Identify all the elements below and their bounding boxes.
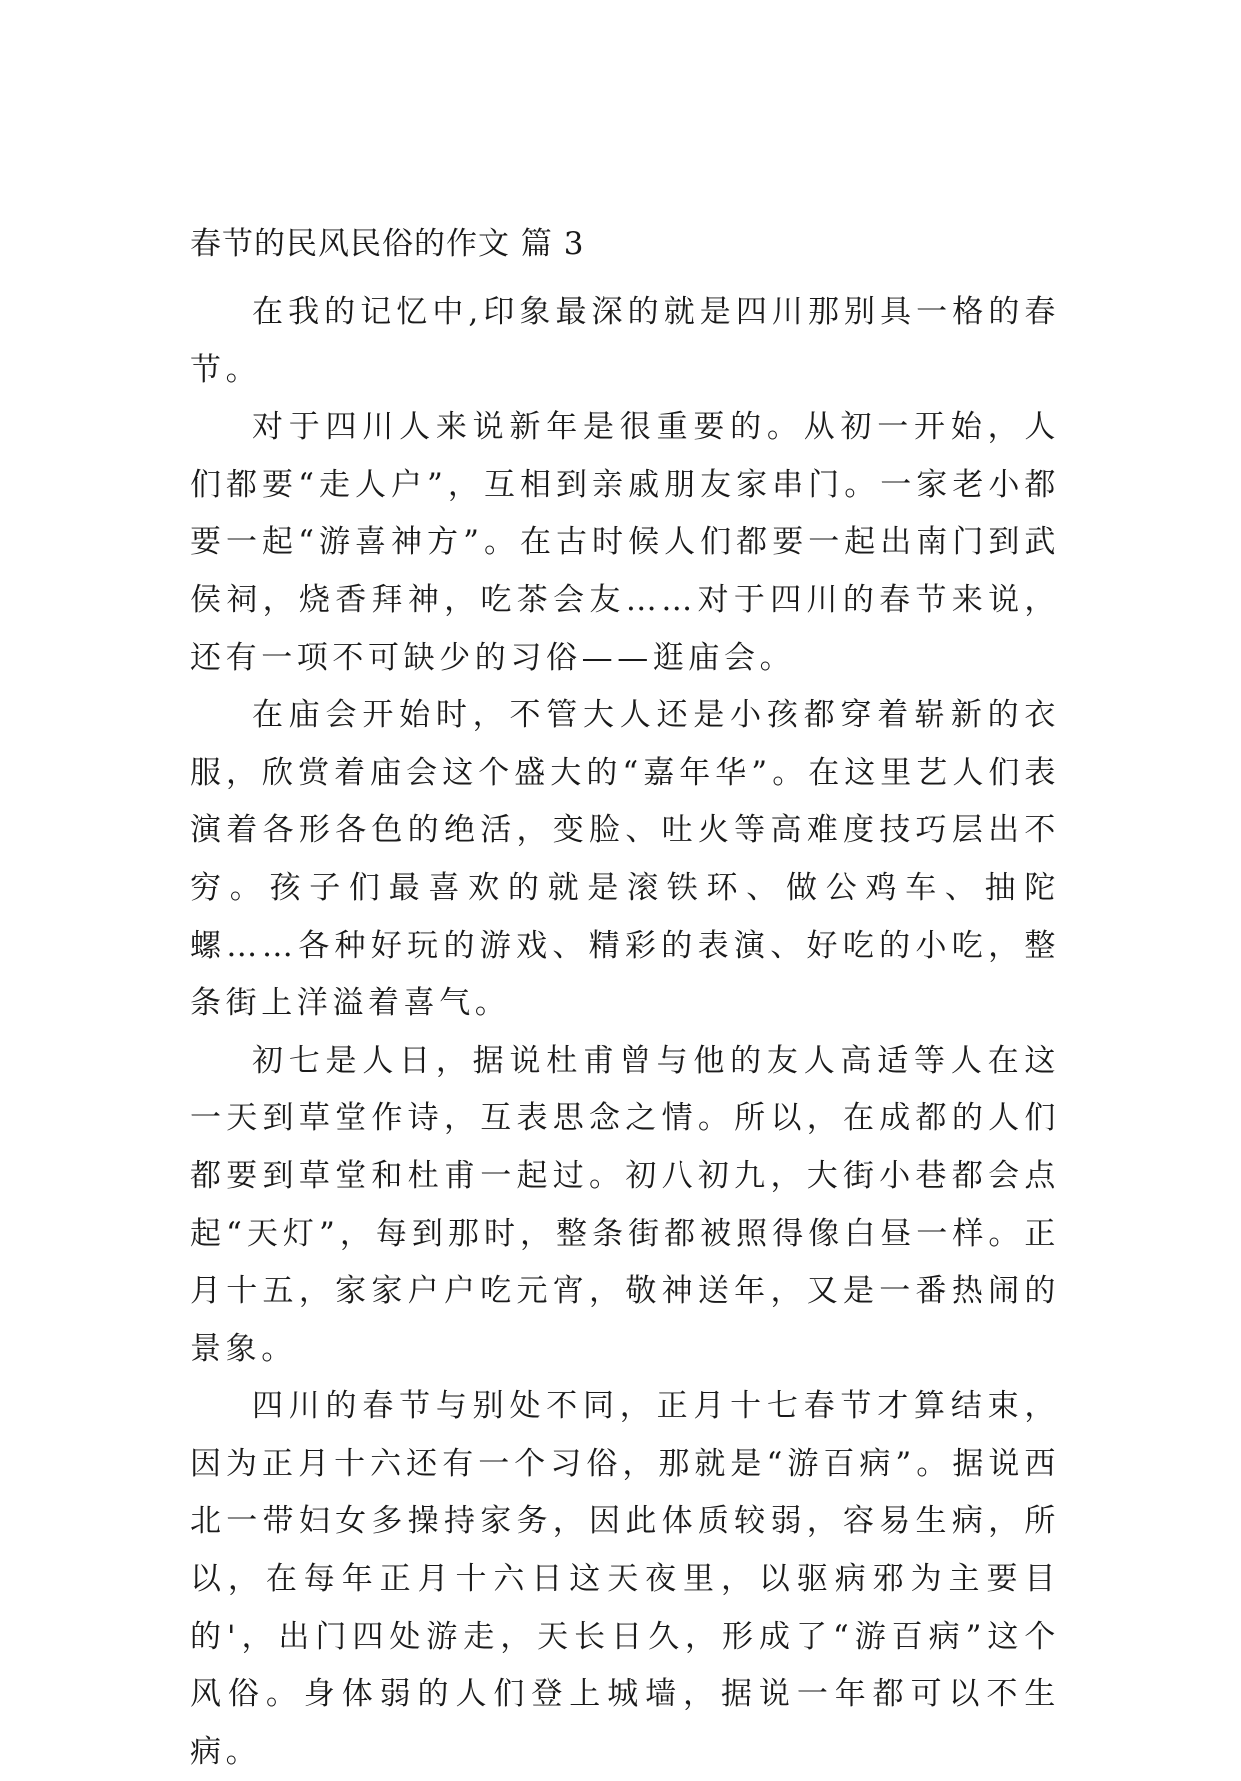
paragraph-4: 初七是人日，据说杜甫曾与他的友人高适等人在这一天到草堂作诗，互表思念之情。所以，在成都的人们都要到草堂和杜甫一起过。初八初九，大街小巷都会点起“天灯”，每到那时，整条街都被照得像白昼一样。正月十五，家家户户吃元宵，敬神送年，又是一番热闹的景象。 <box>190 1042 1060 1367</box>
document-body <box>190 284 1060 1781</box>
paragraph-1: 在我的记忆中,印象最深的就是四川那别具一格的春节。 <box>190 294 1060 388</box>
document-title: 春节的民风民俗的作文 篇 3 <box>190 226 585 262</box>
paragraph-2: 对于四川人来说新年是很重要的。从初一开始，人们都要“走人户”，互相到亲戚朋友家串门。一家老小都要一起“游喜神方”。在古时候人们都要一起出南门到武侯祠，烧香拜神，吃茶会友……对于四川的春节来说，还有一项不可缺少的习俗——逛庙会。 <box>190 409 1060 676</box>
paragraph-5: 四川的春节与别处不同，正月十七春节才算结束，因为正月十六还有一个习俗，那就是“游百病”。据说西北一带妇女多操持家务，因此体质较弱，容易生病，所以，在每年正月十六日这天夜里，以驱病邪为主要目的'，出门四处游走，天长日久，形成了“游百病”这个风俗。身体弱的人们登上城墙，据说一年都可以不生病。 <box>190 1388 1060 1770</box>
paragraph-3: 在庙会开始时，不管大人还是小孩都穿着崭新的衣服，欣赏着庙会这个盛大的“嘉年华”。在这里艺人们表演着各形各色的绝活，变脸、吐火等高难度技巧层出不穷。孩子们最喜欢的就是滚铁环、做公鸡车、抽陀螺……各种好玩的游戏、精彩的表演、好吃的小吃，整条街上洋溢着喜气。 <box>190 697 1060 1022</box>
